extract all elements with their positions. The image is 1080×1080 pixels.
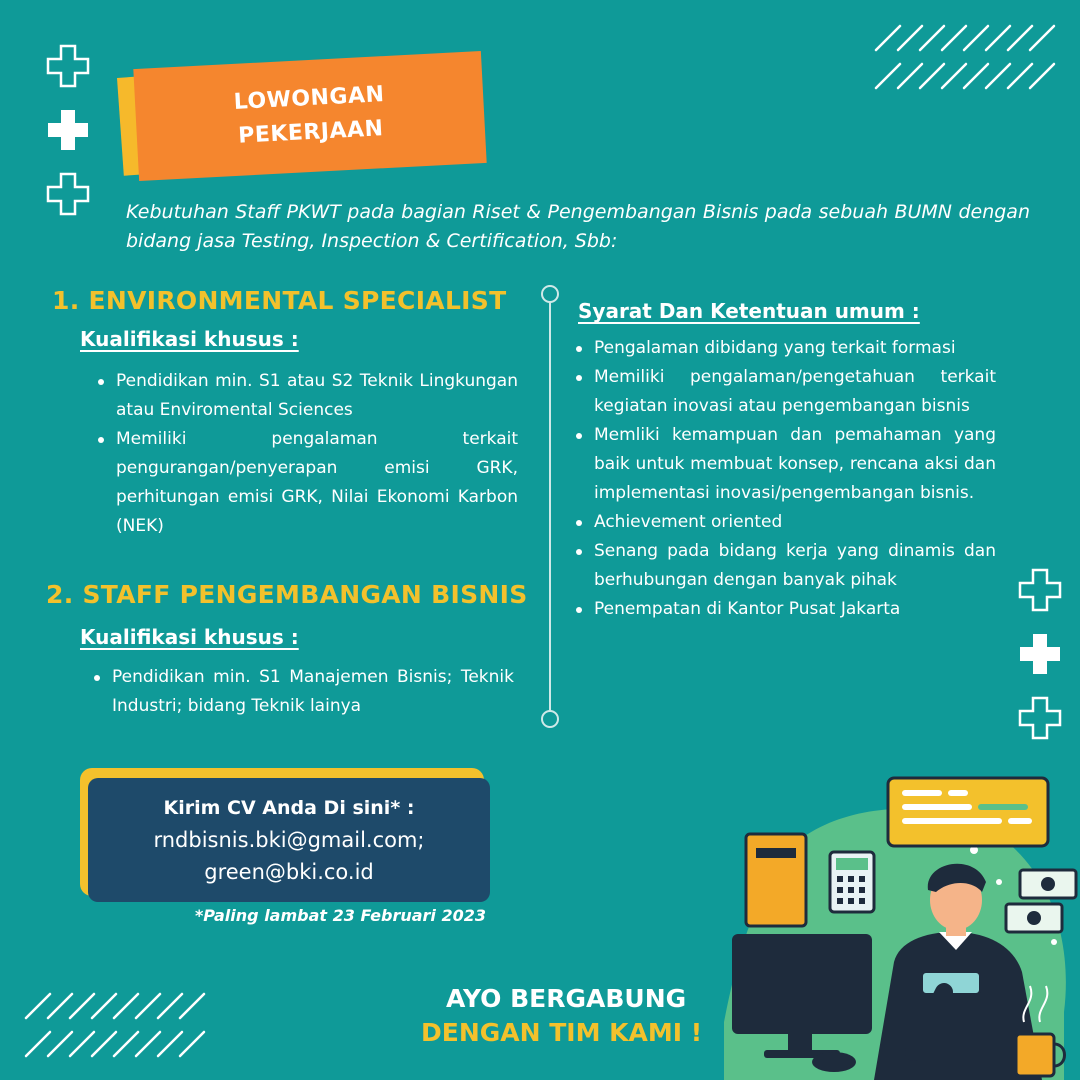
join-line-2: DENGAN TIM KAMI ! [421, 1018, 703, 1047]
timeline-dot [541, 285, 559, 303]
deadline-note: *Paling lambat 23 Februari 2023 [194, 906, 486, 925]
position-1-qualification-label: Kualifikasi khusus : [80, 327, 299, 351]
diagonal-lines-decoration [22, 990, 212, 1060]
office-worker-illustration [724, 772, 1080, 1080]
list-item: Achievement oriented [572, 508, 996, 537]
email-link-2[interactable]: green@bki.co.id [204, 860, 374, 884]
title-banner [120, 58, 490, 176]
plus-outline-icon [1018, 696, 1062, 740]
banner-line-2: PEKERJAAN [237, 116, 385, 149]
plus-outline-icon [1018, 568, 1062, 612]
timeline-divider [549, 298, 551, 712]
general-requirements-title: Syarat Dan Ketentuan umum : [578, 299, 920, 323]
position-2-title: 2. STAFF PENGEMBANGAN BISNIS [46, 580, 528, 609]
general-requirements-list [572, 334, 996, 624]
list-item: Pendidikan min. S1 Manajemen Bisnis; Teknik Industri; bidang Teknik lainya [90, 663, 514, 721]
intro-text: Kebutuhan Staff PKWT pada bagian Riset & Pengembangan Bisnis pada sebuah BUMN dengan bidang jasa Testing, Inspection & Certification, Sbb: [126, 201, 1030, 252]
position-2-requirements [90, 663, 514, 721]
join-line-1: AYO BERGABUNG [446, 984, 687, 1013]
list-item: Penempatan di Kantor Pusat Jakarta [572, 595, 996, 624]
plus-solid-icon [1018, 632, 1062, 676]
position-1-title: 1. ENVIRONMENTAL SPECIALIST [52, 286, 507, 315]
diagonal-lines-decoration [872, 22, 1062, 92]
list-item: Memiliki pengalaman/pengetahuan terkait kegiatan inovasi atau pengembangan bisnis [572, 363, 996, 421]
timeline-dot [541, 710, 559, 728]
email-link-1[interactable]: rndbisnis.bki@gmail.com; [153, 828, 425, 852]
cv-box [88, 778, 490, 902]
list-item: Memiliki pengalaman terkait pengurangan/penyerapan emisi GRK, perhitungan emisi GRK, Nilai Ekonomi Karbon (NEK) [94, 425, 518, 541]
list-item: Pengalaman dibidang yang terkait formasi [572, 334, 996, 363]
list-item: Pendidikan min. S1 atau S2 Teknik Lingkungan atau Enviromental Sciences [94, 367, 518, 425]
list-item: Senang pada bidang kerja yang dinamis dan berhubungan dengan banyak pihak [572, 537, 996, 595]
plus-solid-icon [46, 108, 90, 152]
cv-label: Kirim CV Anda Di sini* : [163, 797, 415, 819]
position-1-requirements [94, 367, 518, 541]
plus-outline-icon [46, 172, 90, 216]
plus-outline-icon [46, 44, 90, 88]
position-2-qualification-label: Kualifikasi khusus : [80, 625, 299, 649]
banner-line-1: LOWONGAN [233, 82, 386, 115]
list-item: Memliki kemampuan dan pemahaman yang baik untuk membuat konsep, rencana aksi dan implementasi inovasi/pengembangan bisnis. [572, 421, 996, 508]
